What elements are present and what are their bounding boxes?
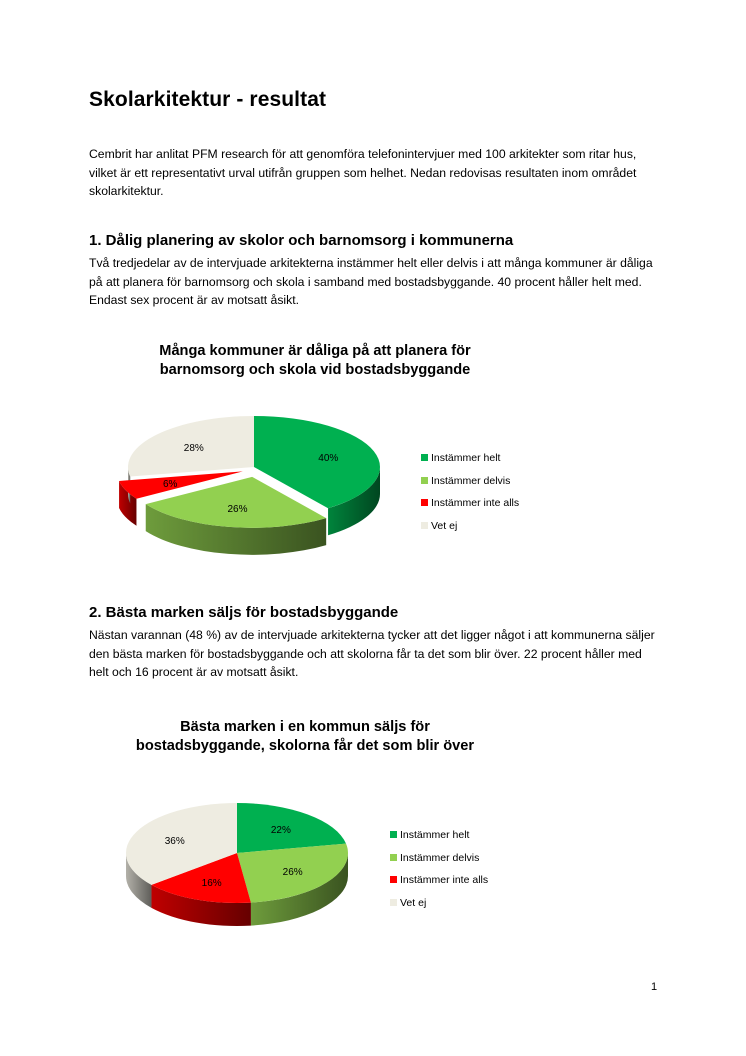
legend-item [390, 851, 479, 865]
legend-label: Vet ej [400, 896, 427, 909]
intro-paragraph: Cembrit har anlitat PFM research för att genomföra telefonintervjuer med 100 arkitekter som ritar hus, vilket är ett representativt urval utifrån gruppen som helhet. Nedan redovisas resultaten inom området skolarkitektur. [89, 147, 637, 198]
legend-swatch [390, 899, 397, 906]
section-2-body: Nästan varannan (48 %) av de intervjuade arkitekterna tycker att det ligger något i att kommunerna säljer den bästa marken för bostadsbyggande och att skolorna får ta det som blir över. 22 procent håller med helt och 16 procent är av motsatt åsikt. [89, 628, 655, 679]
chart-2-pie [118, 795, 358, 945]
chart-1-pie [120, 405, 390, 575]
legend-label: Instämmer helt [431, 452, 501, 464]
legend-label: Instämmer delvis [400, 851, 480, 864]
legend-swatch [390, 854, 397, 861]
legend-swatch [390, 876, 397, 883]
legend-swatch [390, 831, 397, 838]
legend-swatch [421, 477, 428, 484]
legend-item [421, 496, 519, 510]
legend-swatch [421, 499, 428, 506]
pie-data-label-1: 40% [318, 453, 339, 465]
chart-1-legend [421, 451, 571, 541]
pie-data-label-3: 6% [162, 479, 178, 491]
pie-data-label-4: 28% [183, 442, 204, 454]
pie-data-label-2: 26% [227, 503, 248, 515]
legend-label: Instämmer helt [400, 829, 470, 841]
section-1-heading: 1. Dålig planering av skolor och barnomsorg i kommunerna [89, 232, 514, 249]
legend-item [390, 896, 426, 910]
legend-swatch [421, 522, 428, 529]
pie-data-label-2: 26% [282, 867, 303, 879]
legend-label: Instämmer delvis [431, 474, 511, 487]
chart-2-legend [390, 828, 540, 918]
legend-swatch [421, 454, 428, 461]
chart-2-title: Bästa marken i en kommun säljs för bostadsbyggande, skolorna får det som blir över [135, 719, 475, 754]
pie-data-label-1: 22% [270, 825, 291, 837]
legend-item [390, 828, 469, 842]
section-2-heading: 2. Bästa marken säljs för bostadsbyggande [89, 604, 399, 621]
legend-label: Vet ej [431, 519, 458, 532]
pie-data-label-3: 16% [201, 877, 222, 889]
section-1-body: Två tredjedelar av de intervjuade arkitekterna instämmer helt eller delvis i att många kommuner är dåliga på att planera för barnomsorg och skola i samband med bostadsbyggande. 40 procent håller helt med. Endast sex procent är av motsatt åsikt. [89, 256, 653, 307]
pie-data-label-4: 36% [164, 835, 185, 847]
chart-1-title: Många kommuner är dåliga på att planera för barnomsorg och skola vid bostadsbyggande [159, 343, 471, 378]
page-title: Skolarkitektur - resultat [89, 88, 327, 111]
legend-item [390, 873, 488, 887]
legend-item [421, 451, 500, 465]
legend-item [421, 474, 510, 488]
legend-label: Instämmer inte alls [400, 874, 489, 886]
legend-label: Instämmer inte alls [431, 497, 520, 509]
page-number: 1 [651, 981, 658, 993]
legend-item [421, 519, 457, 533]
